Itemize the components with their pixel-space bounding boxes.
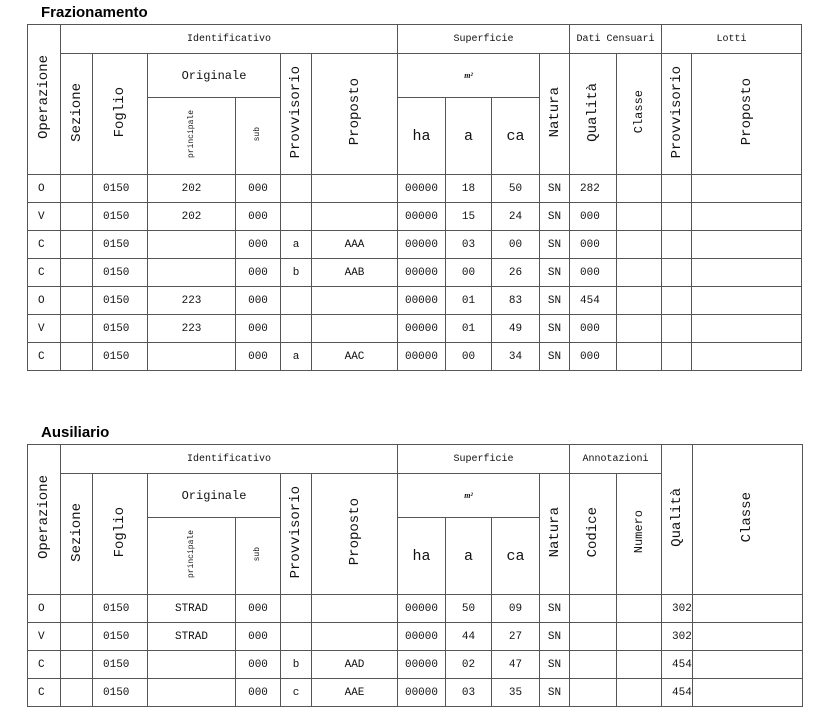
identificativo-header: Identificativo xyxy=(61,25,398,54)
table-cell: C xyxy=(28,343,61,371)
table-cell xyxy=(662,287,692,315)
sub-header: sub xyxy=(236,518,281,595)
table-cell xyxy=(61,203,93,231)
table-cell: 0150 xyxy=(93,175,148,203)
table-cell: SN xyxy=(540,175,570,203)
table-cell xyxy=(148,651,236,679)
table-row xyxy=(28,343,802,371)
table-cell xyxy=(617,203,662,231)
table-cell xyxy=(312,175,398,203)
table-cell: AAD xyxy=(312,651,398,679)
table-cell: 000 xyxy=(570,231,617,259)
table-cell: AAA xyxy=(312,231,398,259)
table-cell: 49 xyxy=(492,315,540,343)
table-cell: 302 xyxy=(662,595,693,623)
table-row xyxy=(28,651,803,679)
table-cell: 0150 xyxy=(93,679,148,707)
originale-header: Originale xyxy=(148,54,281,98)
table-cell: SN xyxy=(540,259,570,287)
table-cell: 0150 xyxy=(93,203,148,231)
ha-header: ha xyxy=(398,518,446,595)
proposto-header: Proposto xyxy=(312,54,398,175)
table-cell xyxy=(692,595,802,623)
table-cell xyxy=(662,175,692,203)
annotazioni-header: Annotazioni xyxy=(570,445,662,474)
table-cell xyxy=(570,623,617,651)
superficie-header: Superficie xyxy=(398,445,570,474)
sub-header: sub xyxy=(236,98,281,175)
frazionamento-title: Frazionamento xyxy=(41,4,148,21)
table-cell: SN xyxy=(540,343,570,371)
table-cell: 01 xyxy=(446,315,492,343)
table-cell: AAE xyxy=(312,679,398,707)
table-cell: 27 xyxy=(492,623,540,651)
table-cell: 44 xyxy=(446,623,492,651)
operazione-header: Operazione xyxy=(28,445,61,595)
m2-header: m² xyxy=(398,474,540,518)
table-cell xyxy=(61,175,93,203)
table-cell xyxy=(61,315,93,343)
table-cell: 454 xyxy=(662,679,693,707)
table-cell: 0150 xyxy=(93,651,148,679)
table-cell: 000 xyxy=(236,315,281,343)
table-cell: 24 xyxy=(492,203,540,231)
table-cell xyxy=(617,315,662,343)
table-cell xyxy=(692,259,802,287)
table-cell xyxy=(281,287,312,315)
sezione-header: Sezione xyxy=(61,54,93,175)
table-cell xyxy=(281,175,312,203)
lotti-proposto-header: Proposto xyxy=(692,54,802,175)
table-cell: 202 xyxy=(148,175,236,203)
table-cell xyxy=(662,315,692,343)
table-cell: 000 xyxy=(236,651,281,679)
provvisorio-header: Provvisorio xyxy=(281,54,312,175)
table-cell: 47 xyxy=(492,651,540,679)
table-cell: 35 xyxy=(492,679,540,707)
table-cell: SN xyxy=(540,231,570,259)
table-cell xyxy=(61,343,93,371)
table-row xyxy=(28,315,802,343)
qualita-header: Qualità xyxy=(570,54,617,175)
originale-header: Originale xyxy=(148,474,281,518)
numero-header: Numero xyxy=(617,474,662,595)
table-cell: 0150 xyxy=(93,595,148,623)
table-cell xyxy=(617,679,662,707)
table-row xyxy=(28,623,803,651)
table-cell: 000 xyxy=(236,343,281,371)
ca-header: ca xyxy=(492,518,540,595)
table-cell xyxy=(692,679,802,707)
table-cell xyxy=(570,651,617,679)
table-cell: 000 xyxy=(236,623,281,651)
ha-header: ha xyxy=(398,98,446,175)
table-cell: SN xyxy=(540,287,570,315)
table-row xyxy=(28,175,802,203)
proposto-header: Proposto xyxy=(312,474,398,595)
table-cell: 0150 xyxy=(93,343,148,371)
table-cell: C xyxy=(28,231,61,259)
sezione-header: Sezione xyxy=(61,474,93,595)
a-header: a xyxy=(446,98,492,175)
table-cell: 000 xyxy=(236,175,281,203)
table-row xyxy=(28,679,803,707)
table-cell: AAC xyxy=(312,343,398,371)
table-cell xyxy=(281,623,312,651)
table-cell: a xyxy=(281,231,312,259)
principale-header: principale xyxy=(148,518,236,595)
table-cell: C xyxy=(28,679,61,707)
table-cell: 00000 xyxy=(398,203,446,231)
table-cell: 000 xyxy=(236,259,281,287)
table-cell xyxy=(281,203,312,231)
table-cell xyxy=(312,287,398,315)
table-row xyxy=(28,203,802,231)
table-cell xyxy=(692,175,802,203)
table-cell xyxy=(61,651,93,679)
table-cell: 00000 xyxy=(398,175,446,203)
table-row xyxy=(28,259,802,287)
classe-header: Classe xyxy=(692,445,802,595)
table-cell: 000 xyxy=(236,595,281,623)
table-cell: 000 xyxy=(570,259,617,287)
table-cell: 454 xyxy=(662,651,693,679)
table-cell xyxy=(617,175,662,203)
table-cell: 000 xyxy=(236,203,281,231)
table-cell: b xyxy=(281,651,312,679)
table-cell: 03 xyxy=(446,231,492,259)
lotti-header: Lotti xyxy=(662,25,802,54)
table-cell: 000 xyxy=(570,343,617,371)
table-cell: 000 xyxy=(236,679,281,707)
table-cell xyxy=(617,595,662,623)
table-cell: 00000 xyxy=(398,259,446,287)
table-cell xyxy=(61,623,93,651)
table-cell: 00000 xyxy=(398,595,446,623)
qualita-header: Qualità xyxy=(662,445,693,595)
ausiliario-title: Ausiliario xyxy=(41,424,110,441)
table-cell: 15 xyxy=(446,203,492,231)
table-cell: O xyxy=(28,595,61,623)
table-cell xyxy=(148,343,236,371)
table-cell xyxy=(61,259,93,287)
table-cell: 26 xyxy=(492,259,540,287)
table-cell xyxy=(148,679,236,707)
table-cell: 0150 xyxy=(93,315,148,343)
table-cell: V xyxy=(28,203,61,231)
table-cell: 00000 xyxy=(398,315,446,343)
table-cell: C xyxy=(28,259,61,287)
table-cell: V xyxy=(28,623,61,651)
table-cell xyxy=(61,287,93,315)
foglio-header: Foglio xyxy=(93,54,148,175)
table-cell: 01 xyxy=(446,287,492,315)
table-cell: 00000 xyxy=(398,343,446,371)
table-cell xyxy=(617,623,662,651)
table-cell: 000 xyxy=(570,315,617,343)
principale-header: principale xyxy=(148,98,236,175)
a-header: a xyxy=(446,518,492,595)
table-cell xyxy=(617,231,662,259)
table-cell xyxy=(312,623,398,651)
identificativo-header: Identificativo xyxy=(61,445,398,474)
foglio-header: Foglio xyxy=(93,474,148,595)
table-cell xyxy=(61,679,93,707)
table-cell: 50 xyxy=(446,595,492,623)
table-cell xyxy=(61,595,93,623)
classe-header: Classe xyxy=(617,54,662,175)
table-cell: 00000 xyxy=(398,287,446,315)
table-cell: STRAD xyxy=(148,595,236,623)
operazione-header: Operazione xyxy=(28,25,61,175)
table-cell xyxy=(312,203,398,231)
table-cell: 302 xyxy=(662,623,693,651)
table-cell: 00 xyxy=(446,259,492,287)
table-cell xyxy=(692,623,802,651)
ausiliario-table xyxy=(27,444,803,707)
ausiliario-rows xyxy=(28,595,803,707)
table-cell: SN xyxy=(540,623,570,651)
table-cell xyxy=(662,343,692,371)
table-row xyxy=(28,287,802,315)
table-cell: 454 xyxy=(570,287,617,315)
table-cell xyxy=(312,595,398,623)
table-cell: c xyxy=(281,679,312,707)
table-cell xyxy=(692,287,802,315)
table-cell: 223 xyxy=(148,315,236,343)
table-cell xyxy=(617,287,662,315)
table-cell: 282 xyxy=(570,175,617,203)
natura-header: Natura xyxy=(540,54,570,175)
table-cell: b xyxy=(281,259,312,287)
table-cell xyxy=(662,203,692,231)
table-cell: 223 xyxy=(148,287,236,315)
frazionamento-rows xyxy=(28,175,802,371)
table-cell: 34 xyxy=(492,343,540,371)
provvisorio-header: Provvisorio xyxy=(281,474,312,595)
table-cell: SN xyxy=(540,679,570,707)
table-cell: 09 xyxy=(492,595,540,623)
table-cell xyxy=(662,231,692,259)
table-cell xyxy=(61,231,93,259)
table-cell xyxy=(570,679,617,707)
table-cell: 000 xyxy=(236,287,281,315)
table-cell: 000 xyxy=(570,203,617,231)
table-cell: 83 xyxy=(492,287,540,315)
frazionamento-table xyxy=(27,24,802,371)
table-cell: 00 xyxy=(446,343,492,371)
table-cell xyxy=(692,343,802,371)
table-cell xyxy=(281,595,312,623)
table-cell xyxy=(692,231,802,259)
table-row xyxy=(28,595,803,623)
table-cell: 50 xyxy=(492,175,540,203)
table-cell: 00000 xyxy=(398,679,446,707)
table-cell xyxy=(148,259,236,287)
table-cell: 0150 xyxy=(93,259,148,287)
table-cell xyxy=(617,651,662,679)
table-cell: 0150 xyxy=(93,231,148,259)
table-cell: a xyxy=(281,343,312,371)
table-cell xyxy=(281,315,312,343)
ca-header: ca xyxy=(492,98,540,175)
m2-header: m² xyxy=(398,54,540,98)
table-cell: SN xyxy=(540,203,570,231)
table-cell: 00000 xyxy=(398,651,446,679)
table-cell xyxy=(692,203,802,231)
table-cell: 00000 xyxy=(398,231,446,259)
table-cell: STRAD xyxy=(148,623,236,651)
table-cell: V xyxy=(28,315,61,343)
table-cell: 03 xyxy=(446,679,492,707)
table-cell: 00000 xyxy=(398,623,446,651)
table-cell: SN xyxy=(540,315,570,343)
dati-censuari-header: Dati Censuari xyxy=(570,25,662,54)
table-cell xyxy=(692,651,802,679)
table-cell: SN xyxy=(540,595,570,623)
table-cell: O xyxy=(28,175,61,203)
table-row xyxy=(28,231,802,259)
superficie-header: Superficie xyxy=(398,25,570,54)
table-cell: 0150 xyxy=(93,287,148,315)
table-cell xyxy=(312,315,398,343)
table-cell: C xyxy=(28,651,61,679)
table-cell: O xyxy=(28,287,61,315)
table-cell: AAB xyxy=(312,259,398,287)
lotti-provvisorio-header: Provvisorio xyxy=(662,54,692,175)
table-cell xyxy=(692,315,802,343)
table-cell xyxy=(617,259,662,287)
table-cell: 00 xyxy=(492,231,540,259)
table-cell: 02 xyxy=(446,651,492,679)
table-cell xyxy=(570,595,617,623)
table-cell xyxy=(662,259,692,287)
table-cell xyxy=(617,343,662,371)
codice-header: Codice xyxy=(570,474,617,595)
table-cell: 18 xyxy=(446,175,492,203)
table-cell: 202 xyxy=(148,203,236,231)
table-cell: 0150 xyxy=(93,623,148,651)
table-cell: SN xyxy=(540,651,570,679)
natura-header: Natura xyxy=(540,474,570,595)
table-cell: 000 xyxy=(236,231,281,259)
table-cell xyxy=(148,231,236,259)
